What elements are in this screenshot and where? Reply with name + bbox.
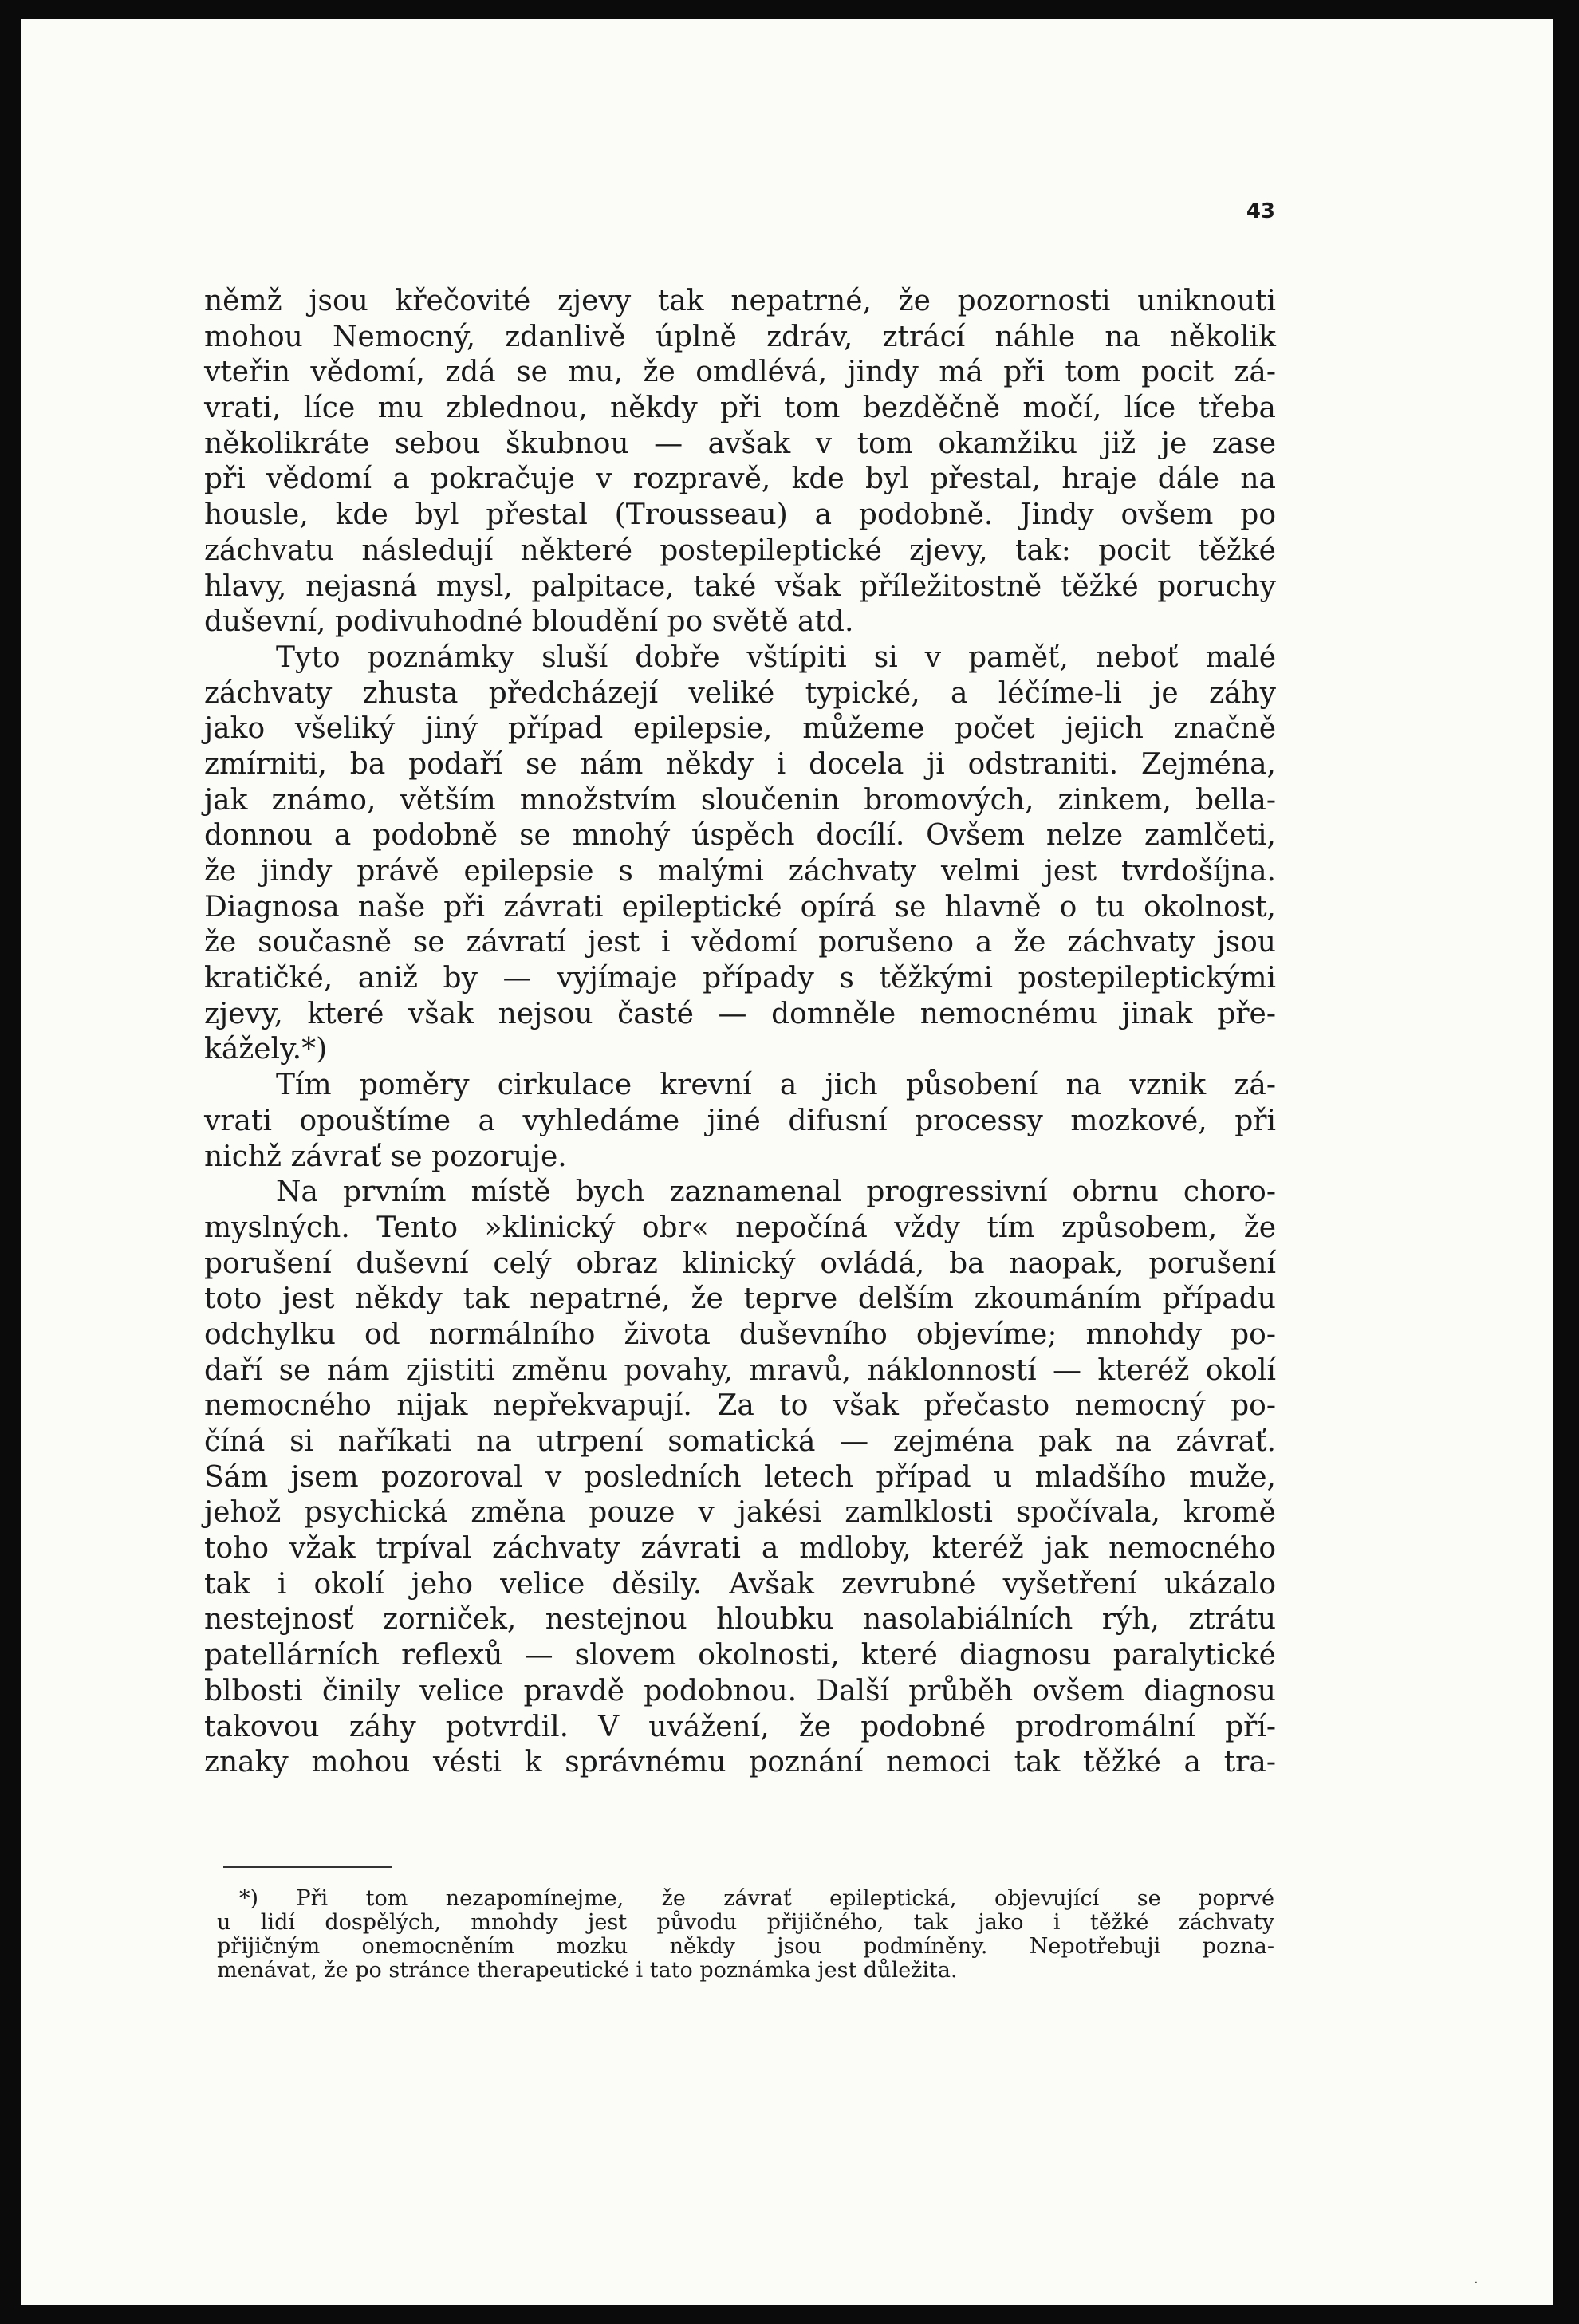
text-line: takovou záhy potvrdil. V uvážení, že podobné prodromální pří- bbox=[204, 1710, 1276, 1743]
text-line: zjevy, které však nejsou časté — domněle nemocnému jinak pře- bbox=[204, 997, 1276, 1030]
text-line: Na prvním místě bych zaznamenal progressivní obrnu choro- bbox=[276, 1176, 1276, 1209]
scan-speck: · bbox=[1474, 2275, 1479, 2291]
book-page bbox=[21, 19, 1553, 2305]
body-text bbox=[204, 284, 1276, 1781]
text-line: housle, kde byl přestal (Trousseau) a podobně. Jindy ovšem po bbox=[204, 498, 1276, 532]
text-line: kratičké, aniž by — vyjímaje případy s těžkými postepileptickými bbox=[204, 962, 1276, 995]
text-line: Diagnosa naše při závrati epileptické opírá se hlavně o tu okolnost, bbox=[204, 890, 1276, 924]
text-line: blbosti činily velice pravdě podobnou. Další průběh ovšem diagnosu bbox=[204, 1674, 1276, 1708]
text-line: Tím poměry cirkulace krevní a jich působení na vznik zá- bbox=[276, 1069, 1276, 1102]
text-line: zmírniti, ba podaří se nám někdy i docela ji odstraniti. Zejména, bbox=[204, 747, 1276, 781]
footnote-line: *) Při tom nezapomínejme, že závrať epileptická, objevující se poprvé bbox=[239, 1886, 1274, 1911]
text-line: myslných. Tento »klinický obr« nepočíná vždy tím způsobem, že bbox=[204, 1211, 1276, 1244]
text-line: toho vžak trpíval záchvaty závrati a mdloby, kteréž jak nemocného bbox=[204, 1532, 1276, 1566]
text-line: nichž závrať se pozoruje. bbox=[204, 1140, 567, 1173]
text-line: záchvatu následují některé postepileptické zjevy, tak: pocit těžké bbox=[204, 534, 1276, 567]
text-line: Sám jsem pozoroval v posledních letech případ u mladšího muže, bbox=[204, 1460, 1276, 1494]
text-line: toto jest někdy tak nepatrné, že teprve delším zkoumáním případu bbox=[204, 1282, 1276, 1316]
footnote-line: u lidí dospělých, mnohdy jest původu přijičného, tak jako i těžké záchvaty bbox=[217, 1910, 1274, 1935]
text-line: daří se nám zjistiti změnu povahy, mravů, náklonností — kteréž okolí bbox=[204, 1353, 1276, 1387]
text-line: záchvaty zhusta předcházejí veliké typické, a léčíme-li je záhy bbox=[204, 676, 1276, 710]
text-line: odchylku od normálního života duševního objevíme; mnohdy po- bbox=[204, 1318, 1276, 1351]
footnote-line: přijičným onemocněním mozku někdy jsou podmíněny. Nepotřebuji pozna- bbox=[217, 1934, 1274, 1959]
text-line: donnou a podobně se mnohý úspěch docílí. Ovšem nelze zamlčeti, bbox=[204, 819, 1276, 853]
text-line: vteřin vědomí, zdá se mu, že omdlévá, jindy má při tom pocit zá- bbox=[204, 356, 1276, 389]
text-line: jak známo, větším množstvím sloučenin bromových, zinkem, bella- bbox=[204, 783, 1276, 817]
text-line: jako všeliký jiný případ epilepsie, můžeme počet jejich značně bbox=[204, 712, 1276, 746]
text-line: němž jsou křečovité zjevy tak nepatrné, že pozornosti uniknouti bbox=[204, 285, 1276, 317]
text-line: hlavy, nejasná mysl, palpitace, také však příležitostně těžké poruchy bbox=[204, 569, 1276, 603]
text-line: že současně se závratí jest i vědomí porušeno a že záchvaty jsou bbox=[204, 926, 1276, 959]
text-line: že jindy právě epilepsie s malými záchvaty velmi jest tvrdošíjna. bbox=[204, 855, 1276, 888]
text-line: mohou Nemocný, zdanlivě úplně zdráv, ztrácí náhle na několik bbox=[204, 320, 1276, 353]
text-line: tak i okolí jeho velice děsily. Avšak zevrubné vyšetření ukázalo bbox=[204, 1567, 1276, 1601]
text-line: nemocného nijak nepřekvapují. Za to však přečasto nemocný po- bbox=[204, 1389, 1276, 1423]
text-line: vrati opouštíme a vyhledáme jiné difusní processy mozkové, při bbox=[204, 1104, 1276, 1137]
page-number: 43 bbox=[1246, 199, 1275, 223]
text-line: Tyto poznámky sluší dobře vštípiti si v paměť, neboť malé bbox=[276, 640, 1276, 674]
footnote-line: menávat, že po stránce therapeutické i tato poznámka jest důležita. bbox=[217, 1958, 958, 1983]
text-line: jehož psychická změna pouze v jakési zamlklosti spočívala, kromě bbox=[204, 1496, 1276, 1530]
text-line: patellárních reflexů — slovem okolnosti, které diagnosu paralytické bbox=[204, 1639, 1276, 1672]
text-line: znaky mohou vésti k správnému poznání nemoci tak těžké a tra- bbox=[204, 1746, 1276, 1779]
footnote bbox=[217, 1887, 1274, 1983]
text-line: nestejnosť zorniček, nestejnou hloubku nasolabiálních rýh, ztrátu bbox=[204, 1603, 1276, 1637]
text-line: vrati, líce mu zblednou, někdy při tom bezděčně močí, líce třeba bbox=[204, 392, 1276, 425]
text-line: duševní, podivuhodné bloudění po světě atd. bbox=[204, 605, 854, 639]
text-line: číná si naříkati na utrpení somatická — zejména pak na závrať. bbox=[204, 1425, 1276, 1458]
footnote-divider bbox=[223, 1866, 392, 1868]
text-line: několikráte sebou škubnou — avšak v tom okamžiku již je zase bbox=[204, 427, 1276, 460]
text-line: porušení duševní celý obraz klinický ovládá, ba naopak, porušení bbox=[204, 1247, 1276, 1280]
text-line: kážely.*) bbox=[204, 1033, 328, 1066]
text-line: při vědomí a pokračuje v rozpravě, kde byl přestal, hraje dále na bbox=[204, 463, 1276, 496]
